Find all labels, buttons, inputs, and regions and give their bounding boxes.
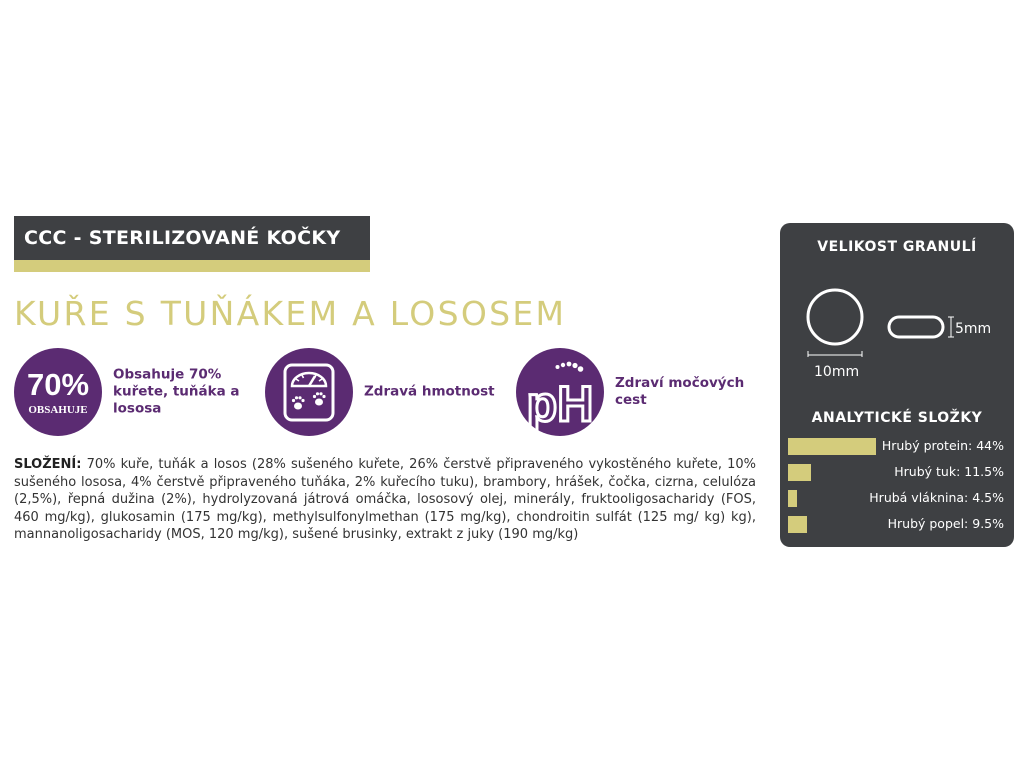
nutrient-bar <box>788 464 811 481</box>
feature-label: Zdravá hmotnost <box>364 383 495 400</box>
ph-icon <box>516 348 604 436</box>
70-percent-badge-icon <box>14 348 102 436</box>
nutrient-row <box>788 514 1004 534</box>
flavor-subtitle: KUŘE S TUŇÁKEM A LOSOSEM <box>14 294 567 333</box>
header-underline <box>14 260 370 272</box>
feature-70-percent <box>14 348 254 436</box>
composition-body: 70% kuře, tuňák a losos (28% sušeného kuřete, 26% čerstvě připraveného vykostěného kuřete, 10% sušeného lososa, 4% čerstvě připraveného tuňáka, 2% kuřecího tuku), brambory, hrášek, čočka, cizrna, celulóza (2,5%), řepná dužina (2%), hydrolyzovaná játrová omáčka, lososový olej, minerály, fruktooligosacharidy (FOS, 460 mg/kg), glukosamin (175 mg/kg), methylsulfonylmethan (175 mg/kg), chondroitin sulfát (125 mg/ kg) kg), mannanoligosacharidy (MOS, 120 mg/kg), sušené brusinky, extrakt z juky (190 mg/kg) <box>14 457 756 543</box>
feature-label: Obsahuje 70% kuřete, tuňáka a lososa <box>113 366 240 417</box>
nutrient-row <box>788 436 1004 456</box>
granule-front-icon <box>808 290 862 344</box>
nutrient-row <box>788 488 1004 508</box>
feature-healthy-weight <box>265 348 505 436</box>
feature-urinary-health <box>516 348 756 436</box>
height-label: 5mm <box>955 321 992 337</box>
product-header <box>14 216 370 272</box>
analytic-title: ANALYTICKÉ SLOŽKY <box>811 410 983 426</box>
nutrient-label: Hrubý popel: 9.5% <box>887 516 1004 531</box>
product-title: CCC - STERILIZOVANÉ KOČKY <box>24 227 341 249</box>
scale-paws-icon <box>265 348 353 436</box>
composition-label: SLOŽENÍ: <box>14 457 82 472</box>
width-label: 10mm <box>814 364 860 380</box>
ph-symbol: pH <box>526 376 594 432</box>
nutrient-label: Hrubý protein: 44% <box>881 438 1004 453</box>
nutrient-bar <box>788 490 797 507</box>
nutrient-bar <box>788 438 876 455</box>
nutrient-label: Hrubý tuk: 11.5% <box>894 464 1004 479</box>
badge-percent: 70% <box>26 367 90 402</box>
nutrient-row <box>788 462 1004 482</box>
feature-label: Zdraví močových cest <box>615 375 745 408</box>
granule-side-icon <box>889 317 943 337</box>
info-panel <box>780 223 1014 547</box>
nutrient-bar <box>788 516 807 533</box>
composition-text <box>14 456 756 544</box>
granule-size-diagram <box>802 287 962 357</box>
nutrient-label: Hrubá vláknina: 4.5% <box>869 490 1004 505</box>
badge-caption: OBSAHUJE <box>28 404 88 416</box>
granule-size-title: VELIKOST GRANULÍ <box>817 239 977 255</box>
